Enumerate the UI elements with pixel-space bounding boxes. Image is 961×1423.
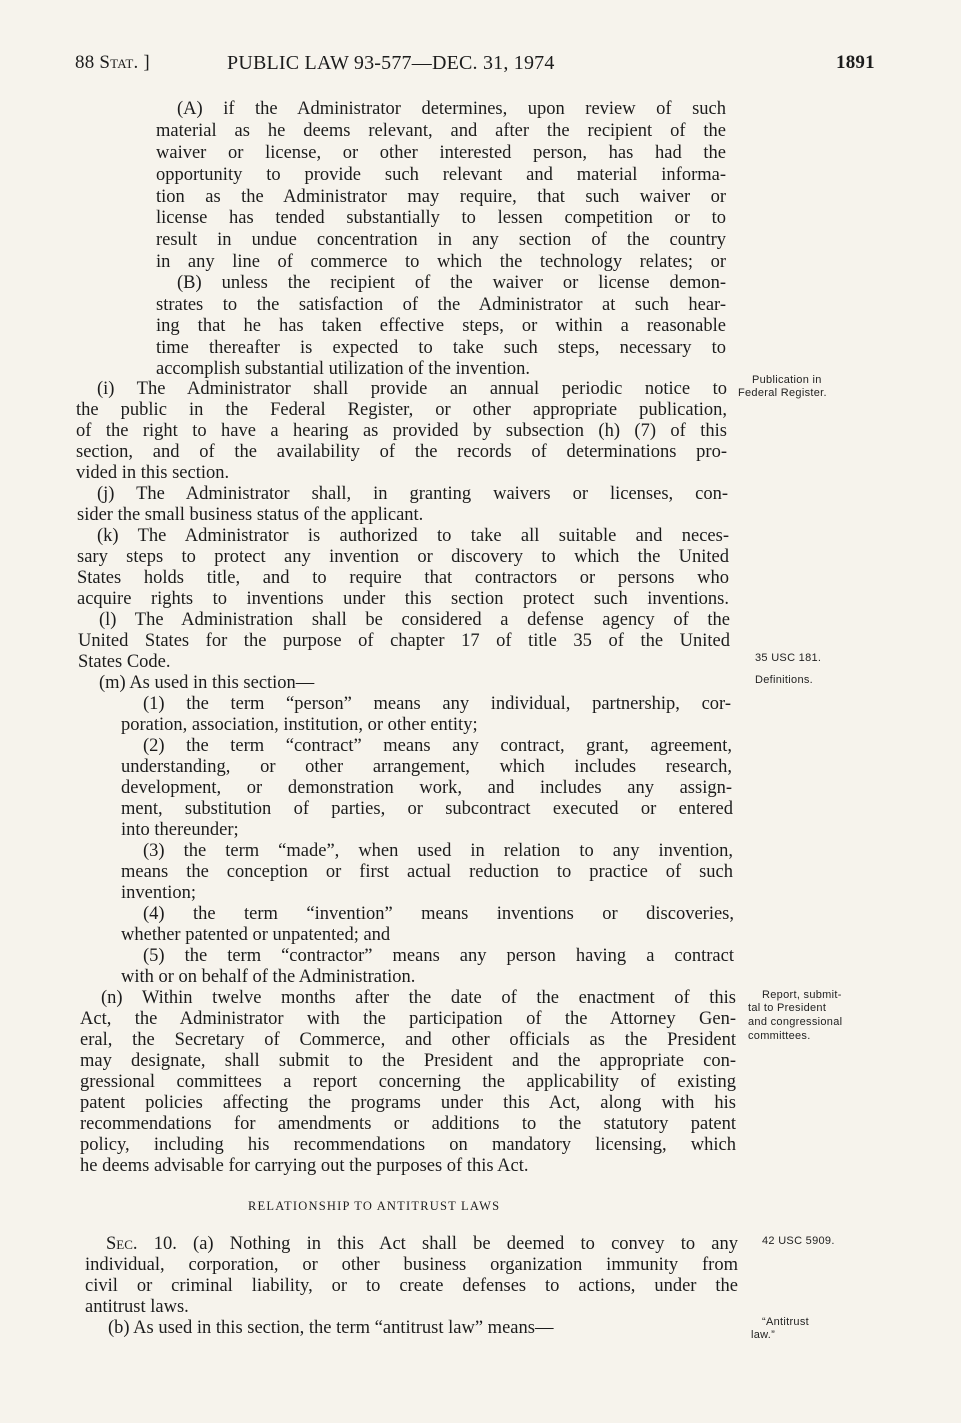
body-line: in any line of commerce to which the technology relates; or <box>156 252 726 272</box>
body-line: vided in this section. <box>76 463 230 483</box>
margin-note: tal to President <box>748 1002 827 1014</box>
body-line: accomplish substantial utilization of the invention. <box>156 359 531 379</box>
page-header-citation <box>75 52 150 74</box>
body-line: result in undue concentration in any section of the country <box>156 230 726 250</box>
body-line: (l) The Administration shall be considered a defense agency of the <box>99 610 730 630</box>
body-line: United States for the purpose of chapter 17 of title 35 of the United <box>78 631 730 651</box>
body-line: means the conception or first actual reduction to practice of such <box>121 862 733 882</box>
volume-number: 88 <box>75 52 95 73</box>
body-line: with or on behalf of the Administration. <box>121 967 416 987</box>
margin-note: committees. <box>748 1030 811 1042</box>
body-line: into thereunder; <box>121 820 239 840</box>
body-line: sary steps to protect any invention or discovery to which the United <box>77 547 729 567</box>
page-header-title: PUBLIC LAW 93-577—DEC. 31, 1974 <box>227 52 555 74</box>
margin-note: law.” <box>751 1329 776 1341</box>
body-line: (5) the term “contractor” means any person having a contract <box>143 946 734 966</box>
body-line: development, or demonstration work, and includes any assign- <box>121 778 732 798</box>
body-line: ment, substitution of parties, or subcontract executed or entered <box>121 799 733 819</box>
body-line: eral, the Secretary of Commerce, and other officials as the President <box>80 1030 736 1050</box>
body-line: section, and of the availability of the records of determinations pro- <box>76 442 727 462</box>
body-line: acquire rights to inventions under this section protect such inventions. <box>77 589 729 609</box>
margin-note: Definitions. <box>755 674 814 686</box>
margin-note: Publication in <box>752 374 822 386</box>
body-line: (B) unless the recipient of the waiver or license demon- <box>177 273 726 293</box>
body-line: license has tended substantially to lessen competition or to <box>156 208 726 228</box>
body-line: he deems advisable for carrying out the purposes of this Act. <box>80 1156 529 1176</box>
body-line: (b) As used in this section, the term “antitrust law” means— <box>108 1318 554 1338</box>
body-line: (4) the term “invention” means inventions or discoveries, <box>143 904 734 924</box>
body-line: of the right to have a hearing as provided by subsection (h) (7) of this <box>76 421 727 441</box>
sec-label: Sec. <box>106 1234 138 1254</box>
body-line: (j) The Administrator shall, in granting waivers or licenses, con- <box>97 484 728 504</box>
body-line: ing that he has taken effective steps, or within a reasonable <box>156 316 726 336</box>
body-line: the public in the Federal Register, or other appropriate publication, <box>76 400 727 420</box>
sec10-first-line <box>106 1234 738 1255</box>
body-line: waiver or license, or other interested person, has had the <box>156 143 726 163</box>
body-line: opportunity to provide such relevant and material informa- <box>156 165 726 185</box>
body-line: material as he deems relevant, and after the recipient of the <box>156 121 726 141</box>
body-line: understanding, or other arrangement, which includes research, <box>121 757 732 777</box>
body-line: (i) The Administrator shall provide an annual periodic notice to <box>97 379 727 399</box>
body-line: gressional committees a report concerning the applicability of existing <box>80 1072 736 1092</box>
body-line: civil or criminal liability, or to create defenses to actions, under the <box>85 1276 738 1296</box>
body-line: patent policies affecting the programs under this Act, along with his <box>80 1093 736 1113</box>
stat-label: Stat. <box>99 52 139 73</box>
section-heading: RELATIONSHIP TO ANTITRUST LAWS <box>248 1199 501 1213</box>
body-line: sider the small business status of the applicant. <box>77 505 424 525</box>
margin-note: and congressional <box>748 1016 843 1028</box>
body-line: Act, the Administrator with the participation of the Attorney Gen- <box>80 1009 736 1029</box>
body-line: poration, association, institution, or other entity; <box>121 715 478 735</box>
body-line: tion as the Administrator may require, that such waiver or <box>156 187 726 207</box>
margin-note: Report, submit- <box>762 989 842 1001</box>
margin-note: 35 USC 181. <box>755 652 822 664</box>
body-line: recommendations for amendments or additions to the statutory patent <box>80 1114 736 1134</box>
body-line: (m) As used in this section— <box>99 673 315 693</box>
sec10-first-line-text: 10. (a) Nothing in this Act shall be deemed to convey to any <box>137 1234 738 1254</box>
page-number: 1891 <box>836 52 875 73</box>
margin-note: 42 USC 5909. <box>762 1235 835 1247</box>
body-line: (k) The Administrator is authorized to take all suitable and neces- <box>97 526 729 546</box>
body-line: States holds title, and to require that contractors or persons who <box>77 568 729 588</box>
body-line: may designate, shall submit to the President and the appropriate con- <box>80 1051 736 1071</box>
margin-note: Federal Register. <box>738 387 827 399</box>
body-line: (1) the term “person” means any individual, partnership, cor- <box>143 694 731 714</box>
body-line: (2) the term “contract” means any contract, grant, agreement, <box>143 736 732 756</box>
margin-note: “Antitrust <box>762 1316 810 1328</box>
body-line: (n) Within twelve months after the date of the enactment of this <box>101 988 736 1008</box>
header-bracket: ] <box>143 52 150 73</box>
body-line: policy, including his recommendations on mandatory licensing, which <box>80 1135 736 1155</box>
body-line: whether patented or unpatented; and <box>121 925 391 945</box>
body-line: strates to the satisfaction of the Administrator at such hear- <box>156 295 726 315</box>
body-line: time thereafter is expected to take such steps, necessary to <box>156 338 726 358</box>
body-line: individual, corporation, or other business organization immunity from <box>85 1255 738 1275</box>
body-line: (3) the term “made”, when used in relation to any invention, <box>143 841 733 861</box>
body-line: States Code. <box>78 652 171 672</box>
body-line: invention; <box>121 883 197 903</box>
body-line: (A) if the Administrator determines, upon review of such <box>177 99 726 119</box>
body-line: antitrust laws. <box>85 1297 189 1317</box>
